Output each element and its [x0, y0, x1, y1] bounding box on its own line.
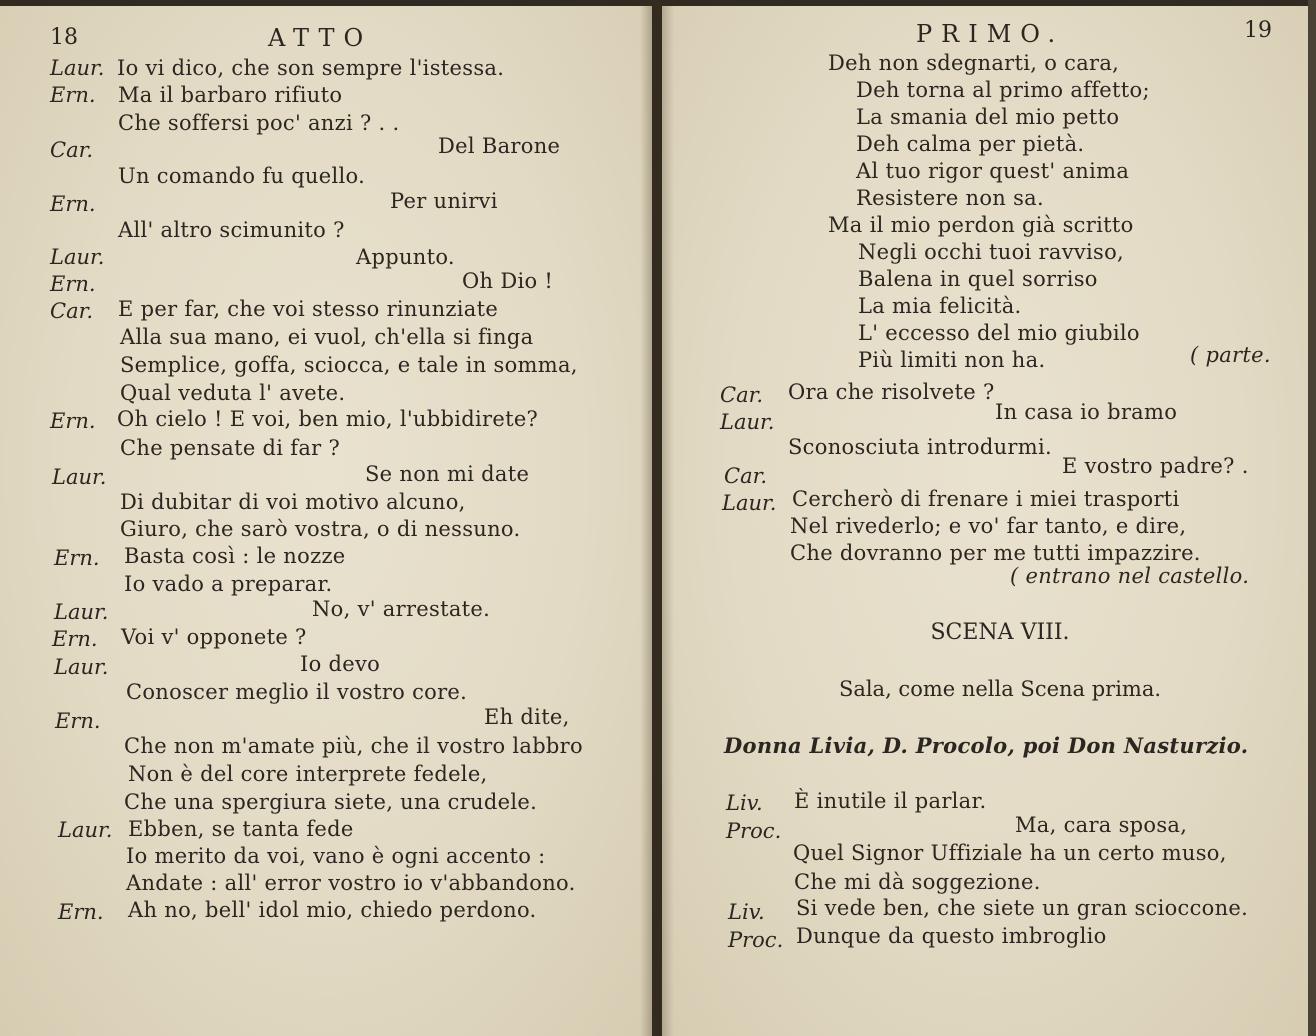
speaker-label: Laur.: [50, 56, 105, 80]
text-line: Ora che risolvete ?: [788, 380, 995, 404]
text-line: Io vi dico, che son sempre l'istessa.: [117, 56, 505, 80]
text-line: Che pensate di far ?: [120, 436, 341, 460]
text-line: E vostro padre? .: [1062, 454, 1249, 478]
verse-line: Deh torna al primo affetto;: [856, 78, 1150, 102]
speaker-label: Laur.: [50, 245, 105, 269]
speaker-label: Laur.: [720, 410, 775, 434]
text-line: Che dovranno per me tutti impazzire.: [790, 541, 1201, 565]
text-line: Andate : all' error vostro io v'abbandono.: [126, 871, 576, 895]
verse-line: Più limiti non ha.: [858, 348, 1046, 372]
text-line: Io vado a preparar.: [124, 572, 333, 596]
verse-line: Deh non sdegnarti, o cara,: [828, 51, 1120, 75]
speaker-label: Laur.: [54, 600, 109, 624]
text-line: Oh cielo ! E voi, ben mio, l'ubbidirete?: [117, 407, 539, 431]
speaker-label: Laur.: [58, 818, 113, 842]
running-head-right: PRIMO.: [916, 20, 1065, 48]
text-line: Un comando fu quello.: [118, 164, 366, 188]
speaker-label: Laur.: [52, 465, 107, 489]
speaker-label: Ern.: [58, 900, 104, 924]
text-line: Cercherò di frenare i miei trasporti: [792, 487, 1180, 511]
verse-line: Al tuo rigor quest' anima: [856, 159, 1130, 183]
stage-direction: ( entrano nel castello.: [1010, 564, 1250, 588]
verse-line: Negli occhi tuoi ravviso,: [858, 240, 1125, 264]
speaker-label: Laur.: [54, 655, 109, 679]
text-line: Ma il barbaro rifiuto: [118, 83, 343, 107]
text-line: Del Barone: [438, 134, 561, 158]
speaker-label: Car.: [720, 383, 763, 407]
text-line: Qual veduta l' avete.: [120, 381, 346, 405]
speaker-label: Ern.: [55, 709, 101, 733]
speaker-label: Car.: [50, 138, 93, 162]
stage-direction: ( parte.: [1190, 343, 1271, 367]
verse-line: Balena in quel sorriso: [858, 267, 1098, 291]
text-line: Di dubitar di voi motivo alcuno,: [120, 490, 466, 514]
text-line: Si vede ben, che siete un gran scioccone.: [796, 896, 1249, 920]
speaker-label: Proc.: [728, 928, 784, 952]
text-line: Semplice, goffa, sciocca, e tale in somma,: [120, 353, 578, 377]
text-line: Oh Dio !: [462, 269, 554, 293]
speaker-label: Ern.: [50, 192, 96, 216]
text-line: Che mi dà soggezione.: [794, 870, 1041, 894]
text-line: Ebben, se tanta fede: [128, 817, 354, 841]
scene-setting: Sala, come nella Scena prima.: [838, 677, 1162, 701]
character-list: Donna Livia, D. Procolo, poi Don Nasturzio.: [724, 733, 1249, 758]
text-line: Io merito da voi, vano è ogni accento :: [126, 844, 546, 868]
text-line: Che soffersi poc' anzi ? . .: [118, 111, 400, 135]
speaker-label: Car.: [724, 464, 767, 488]
text-line: Per unirvi: [390, 189, 498, 213]
text-line: Io devo: [300, 652, 381, 676]
text-line: All' altro scimunito ?: [118, 218, 345, 242]
text-line: Che una spergiura siete, una crudele.: [124, 790, 538, 814]
text-line: Dunque da questo imbroglio: [796, 924, 1107, 948]
verse-line: La mia felicità.: [858, 294, 1022, 318]
speaker-label: Ern.: [50, 272, 96, 296]
page-edge: [1308, 0, 1316, 1036]
text-line: Ma, cara sposa,: [1015, 813, 1188, 837]
speaker-label: Proc.: [726, 819, 782, 843]
text-line: È inutile il parlar.: [794, 789, 987, 813]
text-line: Quel Signor Uffiziale ha un certo muso,: [793, 841, 1227, 865]
speaker-label: Liv.: [726, 791, 763, 815]
speaker-label: Laur.: [722, 491, 777, 515]
speaker-label: Ern.: [54, 546, 100, 570]
text-line: No, v' arrestate.: [312, 597, 491, 621]
text-line: E per far, che voi stesso rinunziate: [118, 297, 499, 321]
speaker-label: Ern.: [50, 83, 96, 107]
text-line: Non è del core interprete fedele,: [128, 762, 488, 786]
text-line: Se non mi date: [365, 462, 530, 486]
verse-line: L' eccesso del mio giubilo: [858, 321, 1140, 345]
text-line: Appunto.: [356, 245, 455, 269]
scene-title: SCENA VIII.: [930, 620, 1070, 645]
speaker-label: Ern.: [50, 409, 96, 433]
text-line: Che non m'amate più, che il vostro labbro: [124, 734, 583, 758]
text-line: Nel rivederlo; e vo' far tanto, e dire,: [790, 514, 1187, 538]
text-line: Basta così : le nozze: [124, 544, 346, 568]
verse-line: La smania del mio petto: [856, 105, 1120, 129]
text-line: Ah no, bell' idol mio, chiedo perdono.: [128, 898, 537, 922]
running-head-left: ATTO: [268, 24, 373, 52]
text-line: Eh dite,: [484, 705, 570, 729]
text-line: Alla sua mano, ei vuol, ch'ella si finga: [120, 325, 534, 349]
page-number-left: 18: [50, 25, 78, 50]
speaker-label: Car.: [50, 299, 93, 323]
speaker-label: Ern.: [52, 627, 98, 651]
text-line: Voi v' opponete ?: [121, 625, 307, 649]
verse-line: Resistere non sa.: [856, 186, 1044, 210]
speaker-label: Liv.: [728, 900, 765, 924]
text-line: Conoscer meglio il vostro core.: [126, 680, 468, 704]
text-line: In casa io bramo: [995, 400, 1178, 424]
verse-line: Deh calma per pietà.: [856, 132, 1085, 156]
verse-line: Ma il mio perdon già scritto: [828, 213, 1134, 237]
book-gutter: [640, 0, 674, 1036]
page-number-right: 19: [1244, 18, 1272, 43]
text-line: Sconosciuta introdurmi.: [788, 435, 1052, 459]
text-line: Giuro, che sarò vostra, o di nessuno.: [120, 517, 521, 541]
